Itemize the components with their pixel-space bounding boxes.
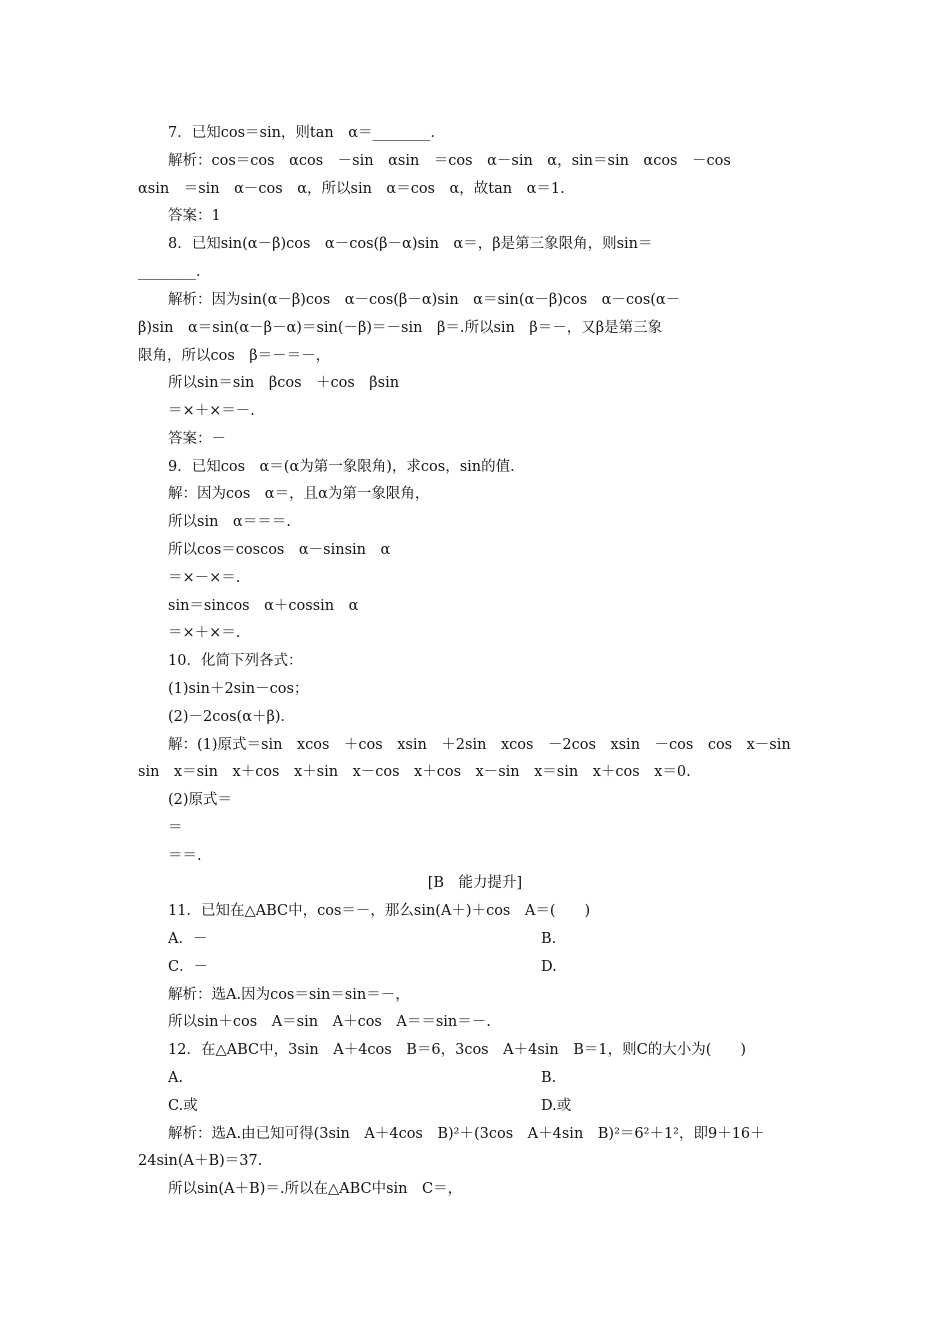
q8-answer: 答案：－ bbox=[168, 431, 226, 447]
q10-solution-line-4: ＝ bbox=[168, 820, 183, 836]
q9-stem: 9．已知cos α＝(α为第一象限角)，求cos，sin的值． bbox=[168, 459, 525, 475]
q12-stem: 12．在△ABC中，3sin A＋4cos B＝6，3cos A＋4sin B＝1，则C的大小为( ) bbox=[168, 1042, 747, 1058]
q10-solution-line-1: 解：(1)原式＝sin xcos ＋cos xsin ＋2sin xcos －2cos xsin －cos cos x－sin bbox=[168, 737, 791, 753]
q12-option-a: A. bbox=[168, 1070, 184, 1086]
q11-stem: 11．已知在△ABC中，cos＝－，那么sin(A＋)＋cos A＝( ) bbox=[168, 903, 591, 919]
q8-analysis-line-5: ＝×＋×＝－. bbox=[168, 403, 255, 419]
q12-analysis-line-3: 所以sin(A＋B)＝.所以在△ABC中sin C＝， bbox=[168, 1181, 463, 1197]
q9-solution-line-3: 所以cos＝coscos α－sinsin α bbox=[168, 542, 391, 558]
q8-analysis-line-3: 限角，所以cos β＝－＝－， bbox=[138, 348, 331, 364]
q8-stem-line-1: 8．已知sin(α－β)cos α－cos(β－α)sin α＝，β是第三象限角，则sin＝ bbox=[168, 236, 653, 252]
q11-option-b: B. bbox=[541, 931, 557, 947]
q10-solution-line-3: (2)原式＝ bbox=[168, 792, 233, 808]
q9-solution-line-6: ＝×＋×＝. bbox=[168, 625, 241, 641]
q9-solution-line-2: 所以sin α＝＝＝. bbox=[168, 514, 291, 530]
q10-stem: 10．化简下列各式： bbox=[168, 653, 303, 669]
q11-analysis-line-1: 解析：选A.因为cos＝sin＝sin＝－， bbox=[168, 987, 410, 1003]
q8-stem-line-2: ________． bbox=[138, 264, 211, 280]
q7-analysis-line-1: 解析：cos＝cos αcos －sin αsin ＝cos α－sin α，sin＝sin αcos －cos bbox=[168, 153, 731, 169]
q8-analysis-line-4: 所以sin＝sin βcos ＋cos βsin bbox=[168, 375, 400, 391]
q12-option-d: D.或 bbox=[541, 1098, 572, 1114]
q10-part-2: (2)－2cos(α＋β)． bbox=[168, 709, 296, 725]
q11-option-a: A．－ bbox=[168, 931, 208, 947]
q12-analysis-line-1: 解析：选A.由已知可得(3sin A＋4cos B)²＋(3cos A＋4sin B)²＝6²＋1²，即9＋16＋ bbox=[168, 1126, 765, 1142]
q11-option-d: D. bbox=[541, 959, 557, 975]
q8-analysis-line-2: β)sin α＝sin(α－β－α)＝sin(－β)＝－sin β＝.所以sin β＝－，又β是第三象 bbox=[138, 320, 663, 336]
q7-answer: 答案：1 bbox=[168, 208, 221, 224]
q9-solution-line-5: sin＝sincos α＋cossin α bbox=[168, 598, 359, 614]
section-heading: [B 能力提升] bbox=[427, 875, 523, 891]
q9-solution-line-4: ＝×－×＝. bbox=[168, 570, 241, 586]
q8-analysis-line-1: 解析：因为sin(α－β)cos α－cos(β－α)sin α＝sin(α－β)cos α－cos(α－ bbox=[168, 292, 681, 308]
q12-analysis-line-2: 24sin(A＋B)＝37. bbox=[138, 1153, 263, 1169]
q12-option-c: C.或 bbox=[168, 1098, 198, 1114]
q12-option-b: B. bbox=[541, 1070, 557, 1086]
q7-stem: 7．已知cos＝sin，则tan α＝________． bbox=[168, 125, 446, 141]
q11-option-c: C．－ bbox=[168, 959, 209, 975]
q7-analysis-line-2: αsin ＝sin α－cos α，所以sin α＝cos α，故tan α＝1. bbox=[138, 181, 565, 197]
q9-solution-line-1: 解：因为cos α＝，且α为第一象限角， bbox=[168, 486, 430, 502]
q10-part-1: (1)sin＋2sin－cos； bbox=[168, 681, 309, 697]
q10-solution-line-2: sin x＝sin x＋cos x＋sin x－cos x＋cos x－sin x＝sin x＋cos x＝0. bbox=[138, 764, 691, 780]
q10-solution-line-5: ＝＝. bbox=[168, 848, 202, 864]
q11-analysis-line-2: 所以sin＋cos A＝sin A＋cos A＝＝sin＝－. bbox=[168, 1014, 491, 1030]
